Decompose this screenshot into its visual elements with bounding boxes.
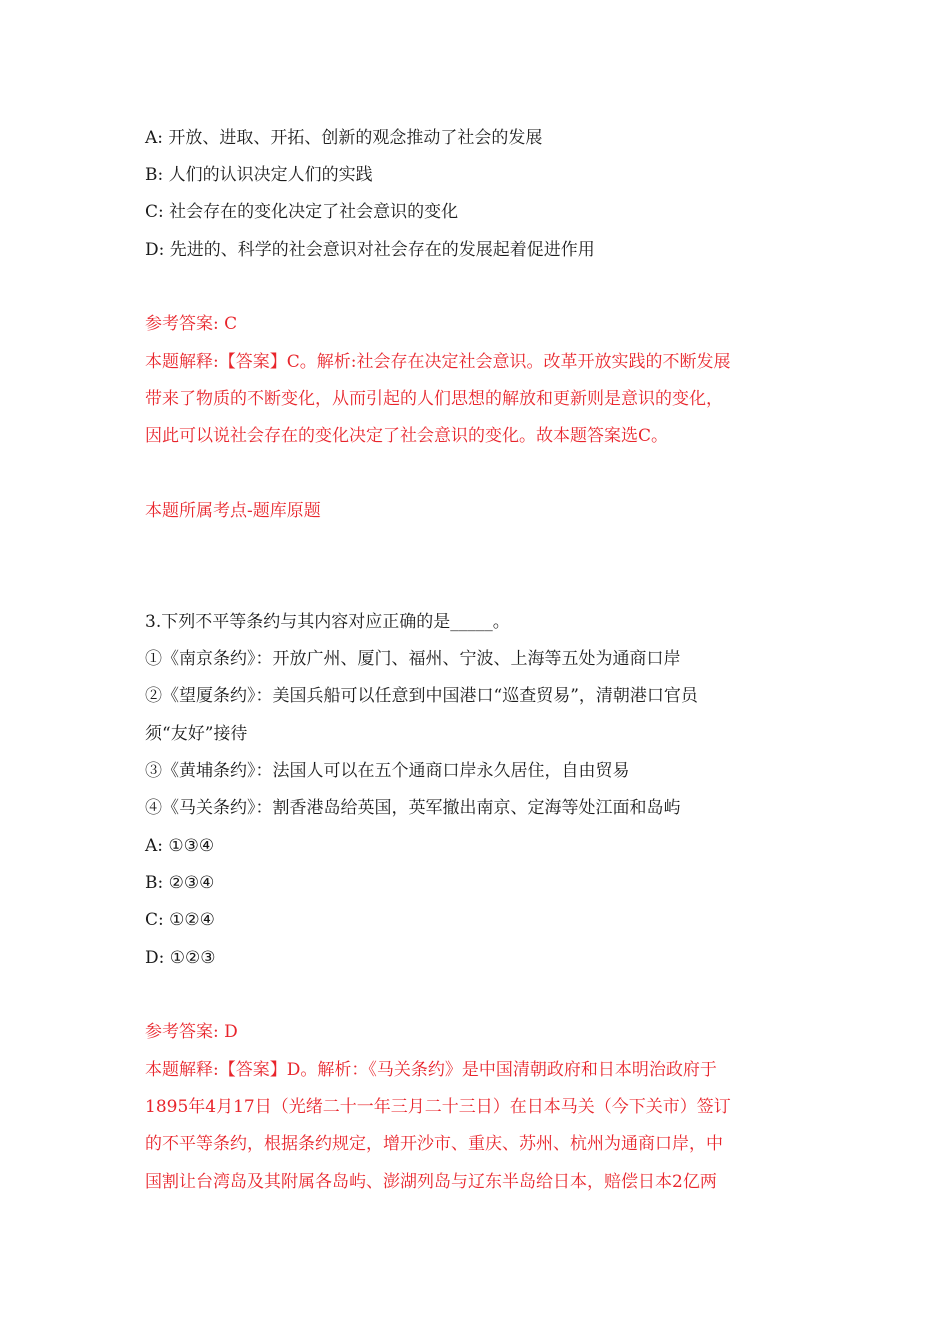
q2-explanation-line: 因此可以说社会存在的变化决定了社会意识的变化。故本题答案选C。 — [145, 426, 669, 446]
q2-answer: 参考答案: C — [145, 314, 238, 334]
q3-answer: 参考答案: D — [145, 1022, 238, 1042]
q3-item: ③《黄埔条约》：法国人可以在五个通商口岸永久居住，自由贸易 — [145, 761, 630, 781]
q3-option-a: A: ①③④ — [145, 836, 215, 856]
q2-option-d: D: 先进的、科学的社会意识对社会存在的发展起着促进作用 — [145, 240, 595, 260]
q3-item: ④《马关条约》：割香港岛给英国，英军撤出南京、定海等处江面和岛屿 — [145, 798, 681, 818]
q3-item: ①《南京条约》：开放广州、厦门、福州、宁波、上海等五处为通商口岸 — [145, 649, 681, 669]
q3-stem: 3.下列不平等条约与其内容对应正确的是_____。 — [145, 612, 510, 632]
q3-option-d: D: ①②③ — [145, 948, 216, 968]
q3-explanation-line: 的不平等条约，根据条约规定，增开沙市、重庆、苏州、杭州为通商口岸，中 — [145, 1134, 723, 1154]
q2-option-b: B: 人们的认识决定人们的实践 — [145, 165, 373, 185]
q2-explanation-line: 带来了物质的不断变化，从而引起的人们思想的解放和更新则是意识的变化， — [145, 389, 723, 409]
q2-option-a: A: 开放、进取、开拓、创新的观念推动了社会的发展 — [145, 128, 543, 148]
q3-item: 须“友好”接待 — [145, 724, 248, 744]
q2-topic: 本题所属考点-题库原题 — [145, 501, 321, 521]
q3-item: ②《望厦条约》：美国兵船可以任意到中国港口“巡查贸易”，清朝港口官员 — [145, 686, 698, 706]
q3-explanation-line: 国割让台湾岛及其附属各岛屿、澎湖列岛与辽东半岛给日本，赔偿日本2亿两 — [145, 1172, 717, 1192]
q2-option-c: C: 社会存在的变化决定了社会意识的变化 — [145, 202, 459, 222]
q3-explanation-line: 1895年4月17日（光绪二十一年三月二十三日）在日本马关（今下关市）签订 — [145, 1097, 731, 1117]
q3-explanation-line: 本题解释:【答案】D。解析：《马关条约》是中国清朝政府和日本明治政府于 — [145, 1060, 717, 1080]
q2-explanation-line: 本题解释:【答案】C。解析:社会存在决定社会意识。改革开放实践的不断发展 — [145, 352, 731, 372]
q3-option-c: C: ①②④ — [145, 910, 215, 930]
q3-option-b: B: ②③④ — [145, 873, 215, 893]
